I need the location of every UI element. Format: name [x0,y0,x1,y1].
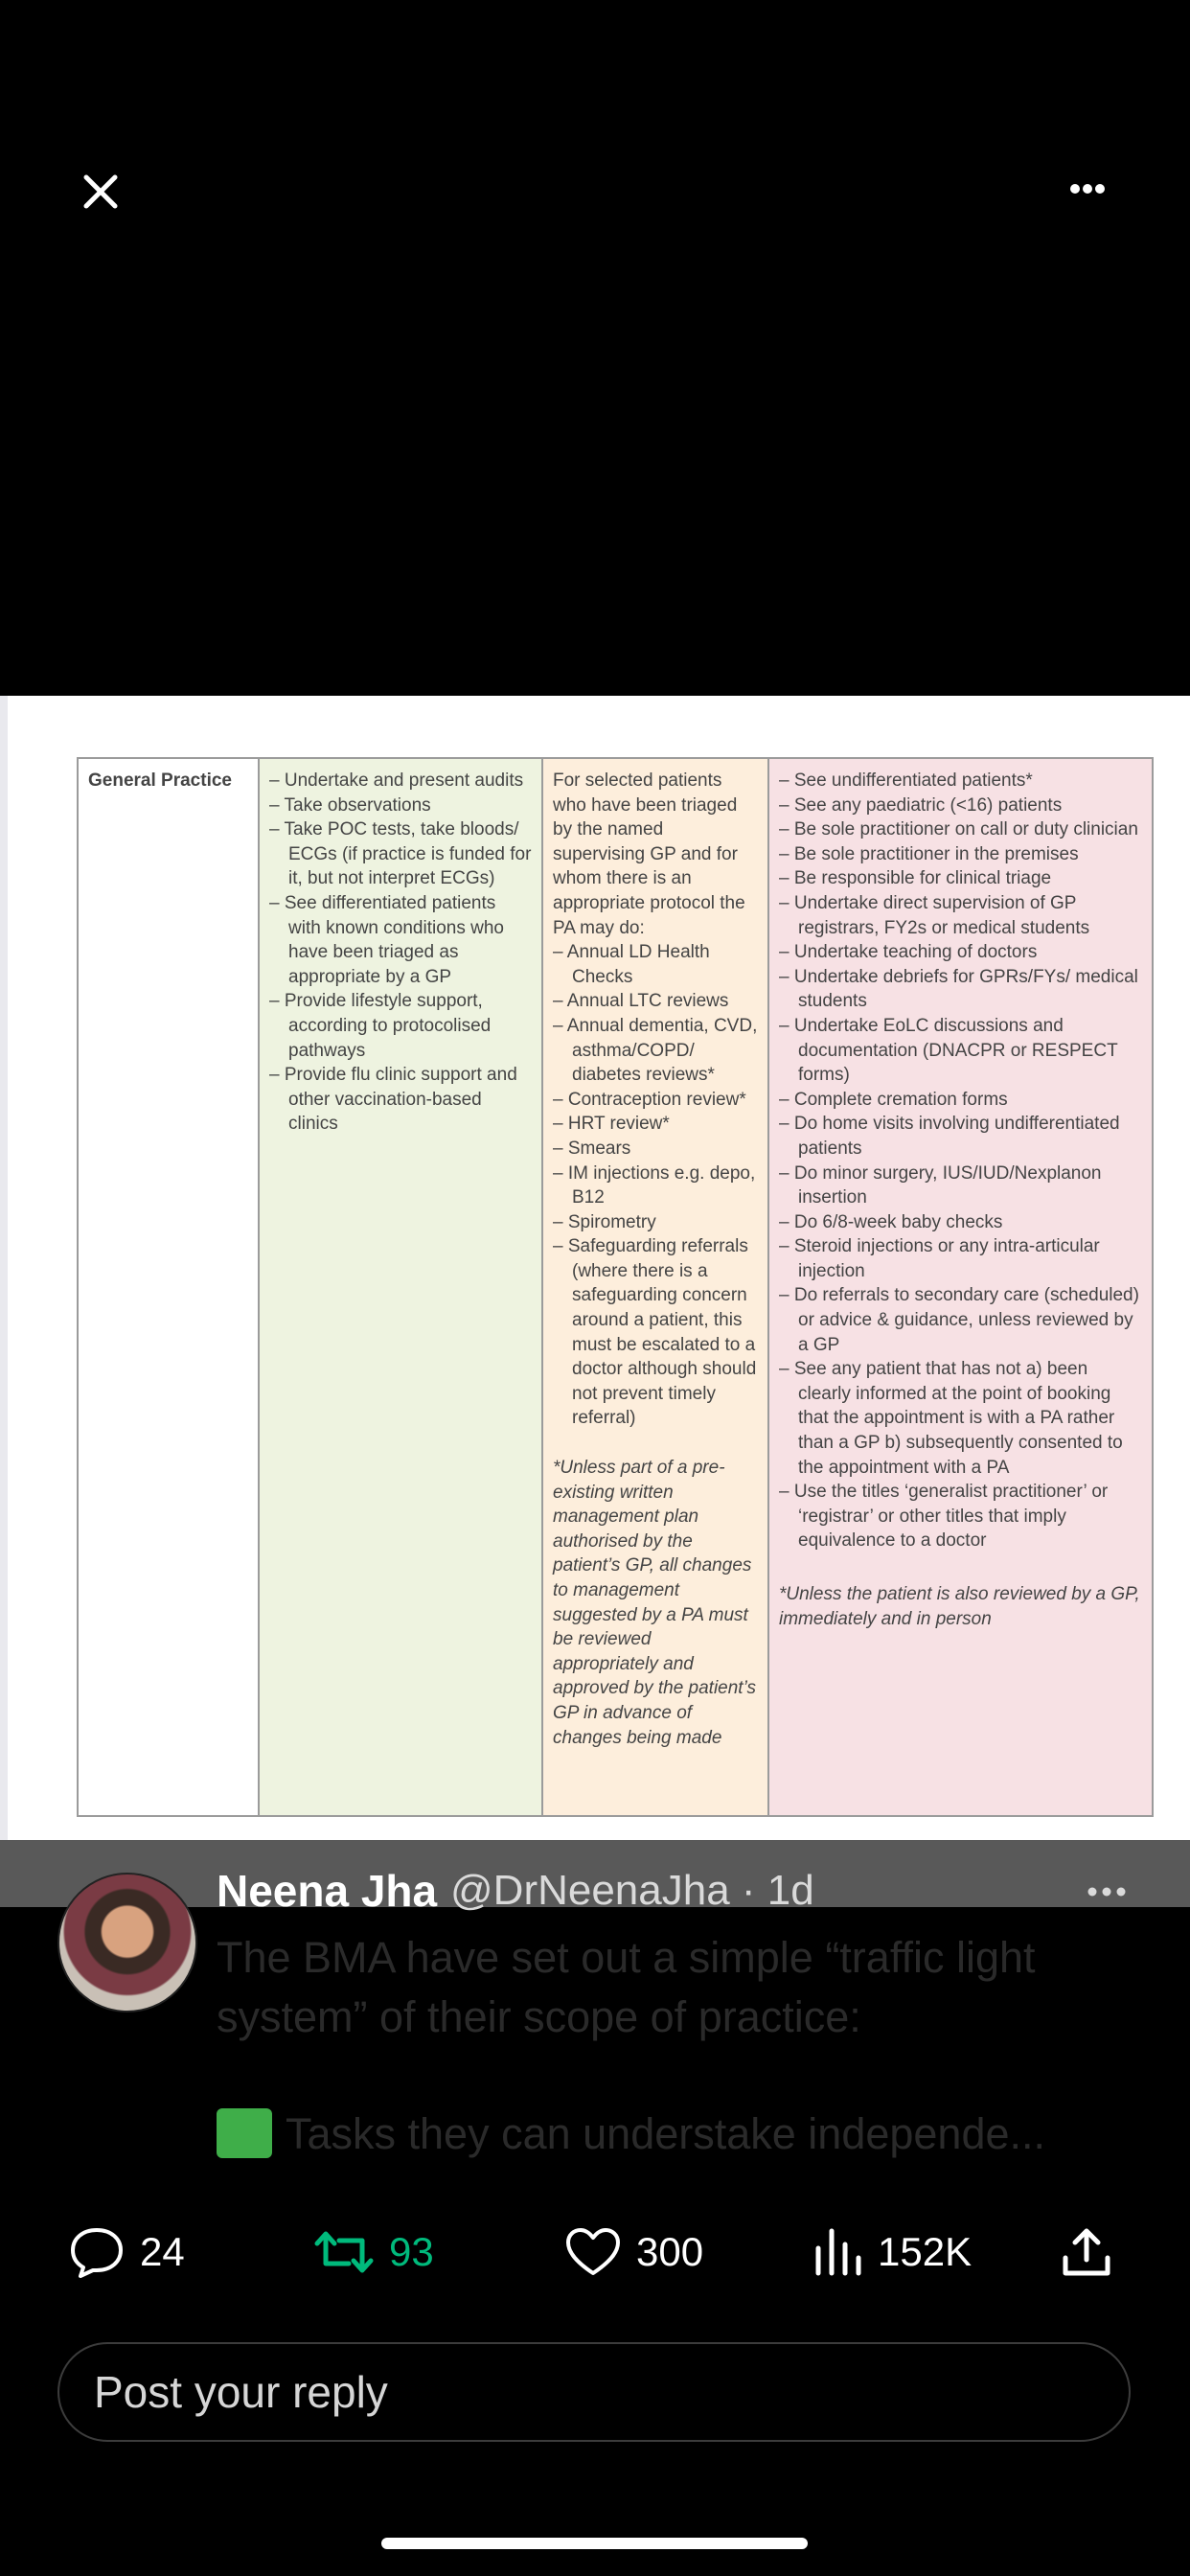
reply-count: 24 [140,2229,185,2274]
red-item: – Be sole practitioner on call or duty clinician [779,819,1138,840]
green-item: – Take observations [269,794,431,816]
reply-input[interactable] [57,2342,1131,2442]
reply-placeholder: Post your reply [94,2367,388,2417]
red-item: – Be sole practitioner in the premises [779,843,1079,864]
like-button[interactable] [563,2223,703,2281]
green-item: – Take POC tests, take bloods/ ECGs (if practice is funded for it, but not interpret ECGs) [269,819,532,889]
amber-item: – Annual LTC reviews [553,991,729,1012]
red-item: – Do referrals to secondary care (scheduled) or advice & guidance, unless reviewed by a GP [779,1285,1139,1355]
red-item: – Steroid injections or any intra-articular injection [779,1236,1100,1281]
home-indicator[interactable] [381,2538,808,2549]
green-item: – Provide flu clinic support and other vaccination-based clinics [269,1065,517,1135]
more-horizontal-icon [1054,168,1121,216]
row-label: General Practice [88,770,232,791]
amber-intro: For selected patients who have been triaged by the named supervising GP and for whom there is an appropriate protocol the PA may do: [553,770,745,938]
more-options-button[interactable] [1054,168,1121,216]
tweet-text-truncated: Tasks they can understake independe... [286,2109,1046,2158]
reply-button[interactable] [67,2223,185,2281]
red-item: – Do 6/8-week baby checks [779,1211,1003,1232]
red-item: – Undertake direct supervision of GP registrars, FY2s or medical students [779,892,1090,938]
author-handle-time[interactable]: @DrNeenaJha · 1d [450,1867,814,1914]
red-item: – Do home visits involving undifferentiated patients [779,1114,1120,1159]
reply-bubble-icon [67,2224,126,2280]
repost-button[interactable] [312,2223,434,2281]
repost-count: 93 [389,2229,434,2274]
red-item: – Undertake debriefs for GPRs/FYs/ medical students [779,966,1138,1012]
green-cell [260,759,543,1815]
amber-item: – Annual LD Health Checks [553,942,710,987]
red-item: – Be responsible for clinical triage [779,868,1052,889]
close-button[interactable] [67,158,134,225]
green-item: – Undertake and present audits [269,770,524,791]
red-note: *Unless the patient is also reviewed by a GP, immediately and in person [779,1584,1140,1629]
heart-icon [563,2225,623,2279]
scope-of-practice-table [77,757,1154,1817]
tweet-text[interactable]: The BMA have set out a simple “traffic light system” of their scope of practice: [217,1933,1036,2041]
repost-icon [312,2225,376,2279]
share-icon [1060,2225,1113,2279]
green-item: – See differentiated patients with known conditions who have been triaged as appropriate by a GP [269,892,504,987]
amber-note: *Unless part of a pre-existing written management plan authorised by the patient’s GP, all changes to management suggested by a PA must be reviewed appropriately and approved by the patient’s GP in advance of changes being made [553,1458,756,1748]
amber-item: – HRT review* [553,1114,670,1135]
like-count: 300 [636,2229,704,2274]
close-icon [67,158,134,225]
amber-item: – Spirometry [553,1211,656,1232]
red-item: – Do minor surgery, IUS/IUD/Nexplanon insertion [779,1162,1102,1208]
avatar[interactable] [57,1873,197,2012]
view-count: 152K [878,2229,973,2274]
red-item: – Complete cremation forms [779,1089,1008,1110]
amber-item: – Smears [553,1138,631,1159]
red-cell [769,759,1152,1815]
tweet-text-line[interactable] [217,2104,1136,2164]
tweet-image[interactable] [0,696,1190,1840]
amber-item: – IM injections e.g. depo, B12 [553,1162,756,1208]
more-horizontal-icon [1083,1882,1131,1901]
amber-item: – Contraception review* [553,1089,746,1110]
red-item: – See any paediatric (<16) patients [779,794,1063,816]
tweet-more-button[interactable] [1083,1882,1131,1901]
amber-item: – Safeguarding referrals (where there is a safeguarding concern around a patient, this must be escalated to a doctor although should not prevent timely referral) [553,1236,757,1429]
amber-item: – Annual dementia, CVD, asthma/COPD/ diabetes reviews* [553,1015,758,1086]
views-button[interactable] [812,2223,972,2281]
row-label-cell [79,759,260,1815]
share-button[interactable] [1060,2223,1127,2281]
red-item: – Use the titles ‘generalist practitioner’ or ‘registrar’ or other titles that imply equivalence to a doctor [779,1482,1109,1552]
red-item: – Undertake EoLC discussions and documentation (DNACPR or RESPECT forms) [779,1015,1118,1086]
amber-cell [543,759,769,1815]
red-item: – See undifferentiated patients* [779,770,1033,791]
green-square-emoji-icon [217,2108,272,2158]
views-chart-icon [812,2225,864,2279]
red-item: – See any patient that has not a) been clearly informed at the point of booking that the appointment is with a PA rather than a GP b) subsequently consented to the appointment with a PA [779,1359,1123,1478]
green-item: – Provide lifestyle support, according to protocolised pathways [269,991,492,1061]
author-name[interactable]: Neena Jha [217,1866,438,1916]
red-item: – Undertake teaching of doctors [779,942,1038,963]
image-edge [0,696,8,1840]
